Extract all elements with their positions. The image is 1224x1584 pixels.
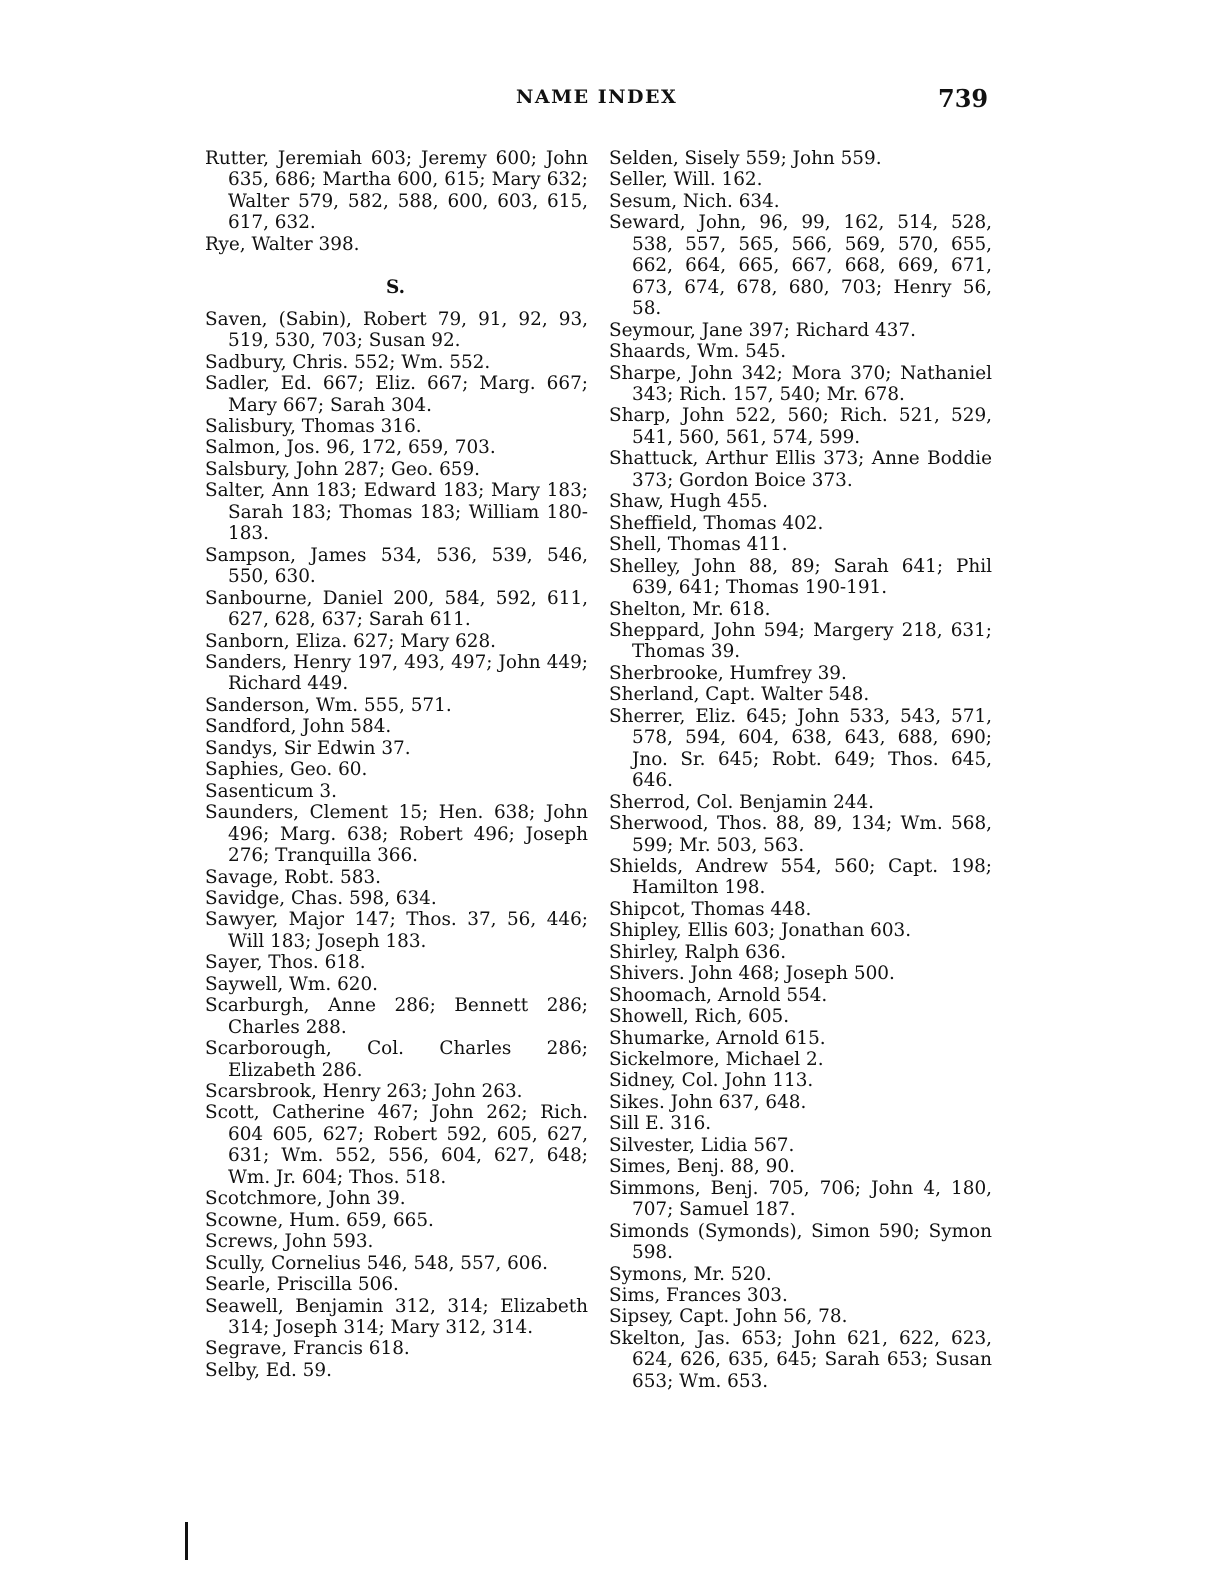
index-entry: Saven, (Sabin), Robert 79, 91, 92, 93, 519, 530, 703; Susan 92.: [205, 308, 588, 352]
index-entry: Sidney, Col. John 113.: [609, 1070, 814, 1092]
page-number: 739: [938, 84, 989, 113]
index-entry: Salter, Ann 183; Edward 183; Mary 183; Sarah 183; Thomas 183; William 180-183.: [205, 480, 588, 545]
index-entry: Searle, Priscilla 506.: [205, 1274, 399, 1296]
index-entry: Sherland, Capt. Walter 548.: [609, 684, 870, 706]
index-entry: Scotchmore, John 39.: [205, 1188, 406, 1210]
index-entry: Rye, Walter 398.: [205, 233, 360, 255]
index-entry: Sayer, Thos. 618.: [205, 952, 366, 974]
index-entry: Sharpe, John 342; Mora 370; Nathaniel 343; Rich. 157, 540; Mr. 678.: [609, 362, 992, 405]
index-entry: Sawyer, Major 147; Thos. 37, 56, 446; Will 183; Joseph 183.: [205, 909, 588, 952]
index-entry: Saphies, Geo. 60.: [205, 759, 368, 781]
scan-mark: [185, 1522, 188, 1560]
index-entry: Sesum, Nich. 634.: [609, 190, 780, 212]
index-entry: Sikes. John 637, 648.: [609, 1091, 807, 1113]
index-entry: Sandys, Sir Edwin 37.: [205, 737, 411, 759]
index-entry: Sheffield, Thomas 402.: [609, 512, 824, 534]
index-entry: Shaw, Hugh 455.: [609, 491, 768, 513]
index-entry: Sandford, John 584.: [205, 716, 392, 738]
index-entry: Selby, Ed. 59.: [205, 1359, 332, 1381]
index-entry: Symons, Mr. 520.: [609, 1263, 772, 1285]
index-entry: Seawell, Benjamin 312, 314; Elizabeth 314; Joseph 314; Mary 312, 314.: [205, 1295, 588, 1339]
index-entry: Shipcot, Thomas 448.: [609, 898, 812, 920]
index-entry: Seller, Will. 162.: [609, 169, 763, 191]
index-entry: Showell, Rich, 605.: [609, 1006, 790, 1028]
index-entry: Scully, Cornelius 546, 548, 557, 606.: [205, 1252, 549, 1274]
index-entry: Sanders, Henry 197, 493, 497; John 449; Richard 449.: [205, 651, 588, 695]
index-entry: Scowne, Hum. 659, 665.: [205, 1209, 434, 1231]
index-entry: Scott, Catherine 467; John 262; Rich. 604 605, 627; Robert 592, 605, 627, 631; Wm. 552, 556, 604, 627, 648; Wm. Jr. 604; Thos. 518.: [205, 1102, 588, 1188]
index-entry: Scarburgh, Anne 286; Bennett 286; Charles 288.: [205, 995, 588, 1038]
left-column: [205, 148, 588, 1381]
index-entry: Sims, Frances 303.: [609, 1285, 788, 1307]
index-entry: Salisbury, Thomas 316.: [205, 415, 422, 437]
index-entry: Shipley, Ellis 603; Jonathan 603.: [609, 920, 912, 942]
index-entry: Shattuck, Arthur Ellis 373; Anne Boddie 373; Gordon Boice 373.: [609, 448, 992, 491]
index-entry: Seward, John, 96, 99, 162, 514, 528, 538, 557, 565, 566, 569, 570, 655, 662, 664, 665, 667, 668, 669, 671, 673, 674, 678, 680, 703; Henry 56, 58.: [609, 212, 992, 320]
index-entry: Shell, Thomas 411.: [609, 534, 788, 556]
index-entry: Simes, Benj. 88, 90.: [609, 1156, 795, 1178]
index-entry: Sadbury, Chris. 552; Wm. 552.: [205, 351, 491, 373]
index-entry: Shaards, Wm. 545.: [609, 341, 787, 363]
index-entry: Sickelmore, Michael 2.: [609, 1049, 824, 1071]
index-entry: Sharp, John 522, 560; Rich. 521, 529, 541, 560, 561, 574, 599.: [609, 405, 992, 448]
index-entry: Sipsey, Capt. John 56, 78.: [609, 1306, 848, 1328]
index-entry: Simmons, Benj. 705, 706; John 4, 180, 707; Samuel 187.: [609, 1177, 992, 1221]
running-head: NAME INDEX: [516, 86, 678, 108]
index-entry: Shelton, Mr. 618.: [609, 598, 771, 620]
index-entry: Shelley, John 88, 89; Sarah 641; Phil 639, 641; Thomas 190-191.: [609, 555, 992, 599]
index-entry: Sampson, James 534, 536, 539, 546, 550, 630.: [205, 544, 588, 588]
index-entry: Rutter, Jeremiah 603; Jeremy 600; John 635, 686; Martha 600, 615; Mary 632; Walter 579, 582, 588, 600, 603, 615, 617, 632.: [205, 148, 588, 234]
index-entry: Sheppard, John 594; Margery 218, 631; Thomas 39.: [609, 619, 992, 663]
index-entry: Sasenticum 3.: [205, 780, 337, 802]
index-entry: Sanborn, Eliza. 627; Mary 628.: [205, 630, 497, 652]
index-entry: Segrave, Francis 618.: [205, 1338, 410, 1360]
index-entry: Sherbrooke, Humfrey 39.: [609, 662, 847, 684]
index-entry: Shirley, Ralph 636.: [609, 941, 787, 963]
index-entry: Salsbury, John 287; Geo. 659.: [205, 458, 481, 480]
index-entry: Shumarke, Arnold 615.: [609, 1027, 826, 1049]
index-entry: Sanderson, Wm. 555, 571.: [205, 694, 452, 716]
index-entry: Screws, John 593.: [205, 1231, 374, 1253]
index-entry: Sherrod, Col. Benjamin 244.: [609, 791, 875, 813]
index-entry: Sherrer, Eliz. 645; John 533, 543, 571, 578, 594, 604, 638, 643, 688, 690; Jno. Sr. 645; Robt. 649; Thos. 645, 646.: [609, 705, 992, 792]
right-column: [609, 148, 992, 1392]
index-entry: Silvester, Lidia 567.: [609, 1134, 795, 1156]
index-entry: Saunders, Clement 15; Hen. 638; John 496; Marg. 638; Robert 496; Joseph 276; Tranquilla 366.: [205, 802, 588, 867]
index-entry: Sanbourne, Daniel 200, 584, 592, 611, 627, 628, 637; Sarah 611.: [205, 587, 588, 631]
index-entry: Shivers. John 468; Joseph 500.: [609, 963, 895, 985]
index-entry: Simonds (Symonds), Simon 590; Symon 598.: [609, 1220, 992, 1264]
page-header: [0, 86, 1224, 116]
index-entry: Sadler, Ed. 667; Eliz. 667; Marg. 667; Mary 667; Sarah 304.: [205, 373, 588, 416]
index-entry: Sherwood, Thos. 88, 89, 134; Wm. 568, 599; Mr. 503, 563.: [609, 813, 992, 856]
index-entry: Savage, Robt. 583.: [205, 866, 381, 888]
index-entry: Scarborough, Col. Charles 286; Elizabeth 286.: [205, 1038, 588, 1081]
index-entry: Shields, Andrew 554, 560; Capt. 198; Hamilton 198.: [609, 855, 992, 899]
index-entry: Scarsbrook, Henry 263; John 263.: [205, 1081, 523, 1103]
index-entry: Saywell, Wm. 620.: [205, 973, 379, 995]
index-entry: Salmon, Jos. 96, 172, 659, 703.: [205, 437, 496, 459]
index-entry: Shoomach, Arnold 554.: [609, 984, 828, 1006]
section-letter-heading: S.: [385, 277, 406, 299]
index-entry: Seymour, Jane 397; Richard 437.: [609, 319, 916, 341]
index-entry: Selden, Sisely 559; John 559.: [609, 148, 882, 169]
index-entry: Skelton, Jas. 653; John 621, 622, 623, 624, 626, 635, 645; Sarah 653; Susan 653; Wm. 653.: [609, 1327, 992, 1392]
index-entry: Sill E. 316.: [609, 1113, 712, 1135]
index-entry: Savidge, Chas. 598, 634.: [205, 887, 437, 909]
